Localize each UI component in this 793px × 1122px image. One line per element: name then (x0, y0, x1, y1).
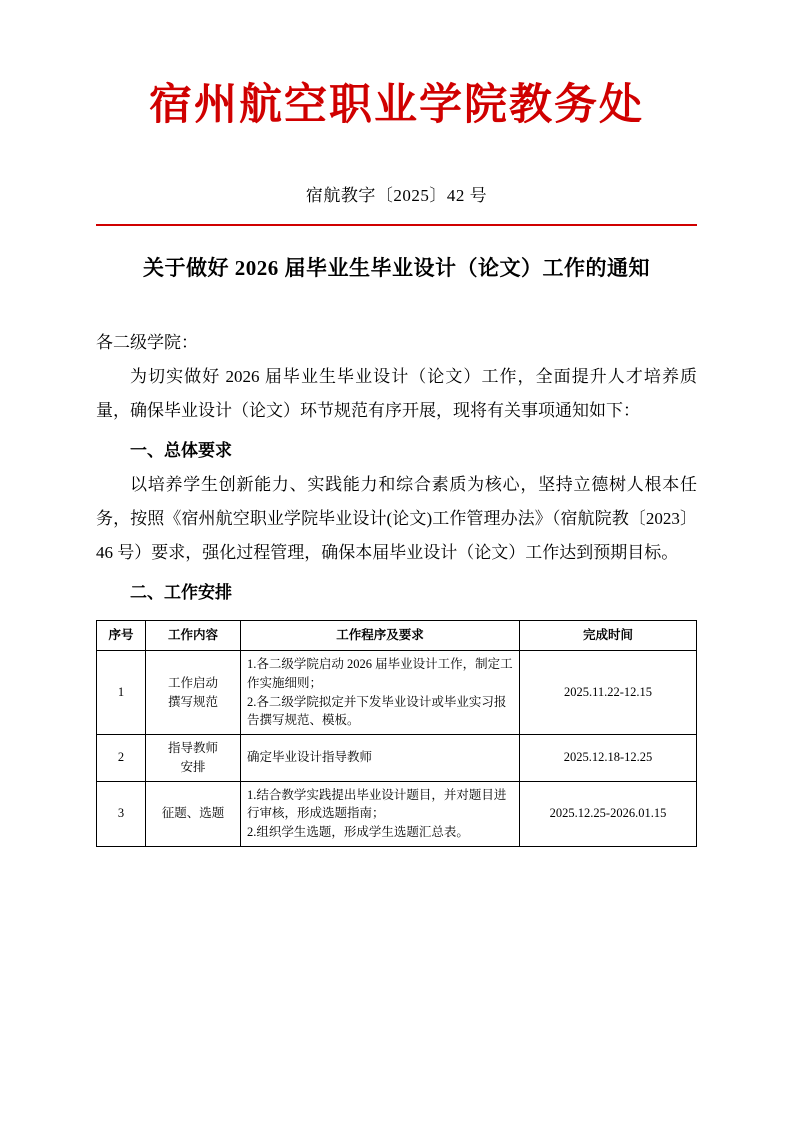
cell-no: 2 (97, 735, 146, 782)
document-body (96, 326, 697, 847)
section-heading-2: 二、工作安排 (130, 583, 232, 604)
cell-content (146, 735, 241, 782)
cell-procedure (241, 781, 520, 846)
cell-time: 2025.12.18-12.25 (520, 735, 697, 782)
cell-procedure (241, 735, 520, 782)
salutation: 各二级学院： (96, 333, 198, 353)
cell-procedure (241, 651, 520, 735)
page-title: 关于做好 2026 届毕业生毕业设计（论文）工作的通知 (143, 256, 650, 281)
cell-procedure-line: 1.结合教学实践提出毕业设计题目，并对题目进行审核，形成选题指南； (247, 787, 507, 821)
intro-paragraph: 为切实做好 2026 届毕业生毕业设计（论文）工作，全面提升人才培养质量，确保毕业设计（论文）环节规范有序开展，现将有关事项通知如下： (96, 367, 697, 421)
document-number: 宿航教字〔2025〕42 号 (305, 186, 488, 206)
section-1-paragraph: 以培养学生创新能力、实践能力和综合素质为核心，坚持立德树人根本任务，按照《宿州航空职业学院毕业设计(论文)工作管理办法》（宿航院教〔2023〕46 号）要求，强化过程管理，确保本届毕业设计（论文）工作达到预期目标。 (96, 475, 697, 563)
table-header-row (97, 621, 697, 651)
column-header-content: 工作内容 (146, 621, 241, 651)
cell-time: 2025.12.25-2026.01.15 (520, 781, 697, 846)
red-divider-rule (96, 224, 697, 226)
cell-no: 3 (97, 781, 146, 846)
cell-content (146, 651, 241, 735)
cell-content (146, 781, 241, 846)
cell-content-line: 工作启动 (167, 675, 218, 690)
cell-procedure-line: 2.各二级学院拟定并下发毕业设计或毕业实习报告撰写规范、模板。 (247, 694, 507, 728)
cell-content-line: 征题、选题 (161, 806, 225, 821)
cell-content-line: 撰写规范 (167, 694, 218, 709)
cell-procedure-line: 确定毕业设计指导教师 (247, 750, 373, 765)
table-row (97, 735, 697, 782)
cell-procedure-line: 2.组织学生选题，形成学生选题汇总表。 (247, 825, 469, 840)
table-row (97, 781, 697, 846)
column-header-no: 序号 (97, 621, 146, 651)
cell-no: 1 (97, 651, 146, 735)
masthead-title: 宿州航空职业学院教务处 (149, 80, 644, 130)
cell-procedure-line: 1.各二级学院启动 2026 届毕业设计工作，制定工作实施细则； (247, 657, 513, 690)
section-heading-1: 一、总体要求 (130, 441, 232, 462)
cell-content-line: 指导教师 (167, 741, 218, 756)
cell-content-line: 安排 (180, 759, 206, 774)
work-schedule-table (96, 620, 697, 847)
cell-time: 2025.11.22-12.15 (520, 651, 697, 735)
column-header-time: 完成时间 (520, 621, 697, 651)
table-row (97, 651, 697, 735)
column-header-procedure: 工作程序及要求 (241, 621, 520, 651)
